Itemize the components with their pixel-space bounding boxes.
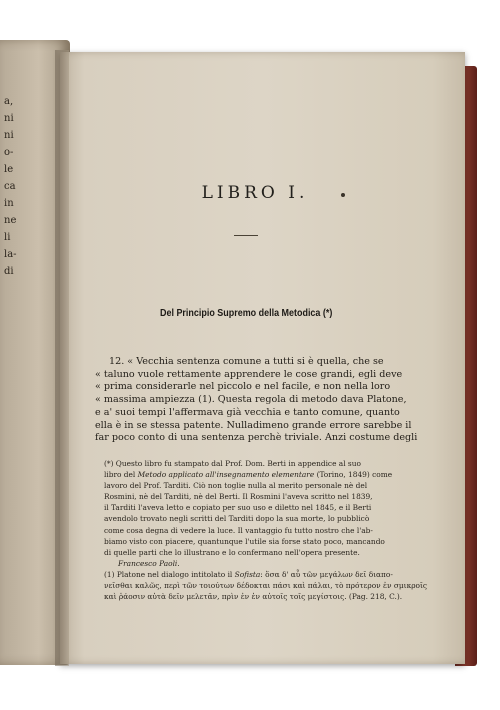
left-page-fragment: di bbox=[4, 266, 14, 277]
footnotes bbox=[104, 458, 430, 602]
footnote-line: il Tarditi l'aveva letto e copiato per suo uso e diletto nel 1845, e il Berti bbox=[104, 503, 372, 513]
section-heading: Del Principio Supremo della Metodica (*) bbox=[160, 308, 333, 319]
footnote-signature: Francesco Paoli. bbox=[118, 558, 180, 568]
left-page-fragment: ni bbox=[4, 113, 14, 124]
footnote-line: lavoro del Prof. Tarditi. Ciò non toglie nulla al merito personale nè del bbox=[104, 481, 368, 491]
footnote-line: (1) Platone nel dialogo intitolato il Sofista: ὅσα δ' αὖ τῶν μεγάλων δεῖ διαπο- bbox=[104, 569, 393, 579]
body-line: e a' suoi tempi l'affermava già vecchia e tanto comune, quanto bbox=[95, 406, 400, 418]
footnote-line: di quelle parti che lo illustrano e lo confermano nell'opera presente. bbox=[104, 547, 360, 557]
book-title: LIBRO I. bbox=[201, 183, 309, 203]
footnote-line: biamo visto con piacere, quantunque l'utile sia forse stato poco, mancando bbox=[104, 536, 385, 546]
body-line: far poco conto di una sentenza perchè triviale. Anzi costume degli bbox=[95, 432, 418, 444]
left-page-fragment: o- bbox=[4, 147, 14, 158]
left-page-fragment: ni bbox=[4, 130, 14, 141]
left-page-fragment: la- bbox=[4, 249, 17, 260]
footnote-line: (*) Questo libro fu stampato dal Prof. Dom. Berti in appendice al suo bbox=[104, 459, 361, 468]
body-text bbox=[95, 356, 429, 445]
title-rule bbox=[234, 235, 258, 236]
page-gutter bbox=[55, 50, 69, 666]
footnote-line: Rosmini, nè del Tarditi, nè del Berti. Il Rosmini l'aveva scritto nel 1839, bbox=[104, 492, 373, 502]
footnote-line: libro del Metodo applicato all'insegnamento elementare (Torino, 1849) come bbox=[104, 470, 393, 480]
body-line: « taluno vuole rettamente apprendere le cose grandi, egli deve bbox=[95, 368, 403, 380]
footnote-line: νεῖσθαι καλῶς, περὶ τῶν τοιούτων δέδοκται πάσι καὶ πάλαι, τὸ πρότερον ἐν σμικροῖς bbox=[104, 581, 428, 591]
left-page-fragment: in bbox=[4, 198, 14, 209]
left-page-fragment: a, bbox=[4, 96, 14, 107]
left-page-fragment: ca bbox=[4, 181, 16, 192]
footnote-line: avendolo trovato negli scritti del Tarditi dopo la sua morte, lo pubblicò bbox=[104, 514, 370, 524]
footnote-line: καὶ ῥάοσιν αὐτὰ δεῖν μελετᾶν, πρὶν ἐν ἐν αὐτοῖς τοῖς μεγίστοις. (Pag. 218, C.). bbox=[104, 592, 403, 602]
body-line: « prima considerarle nel piccolo e nel facile, e non nella loro bbox=[95, 381, 391, 393]
body-line: « massima ampiezza (1). Questa regola di metodo dava Platone, bbox=[95, 394, 407, 406]
left-page-fragment: le bbox=[4, 164, 14, 175]
body-line: ella è in se stessa patente. Nulladimeno grande errore sarebbe il bbox=[95, 419, 412, 431]
left-page-fragment: ne bbox=[4, 215, 17, 226]
body-line: 12. « Vecchia sentenza comune a tutti si è quella, che se bbox=[109, 356, 384, 367]
left-page-fragment: li bbox=[4, 232, 11, 243]
footnote-line: come cosa degna di vedere la luce. Il vantaggio fu tutto nostro che l'ab- bbox=[104, 525, 373, 535]
title-dot bbox=[341, 193, 345, 197]
